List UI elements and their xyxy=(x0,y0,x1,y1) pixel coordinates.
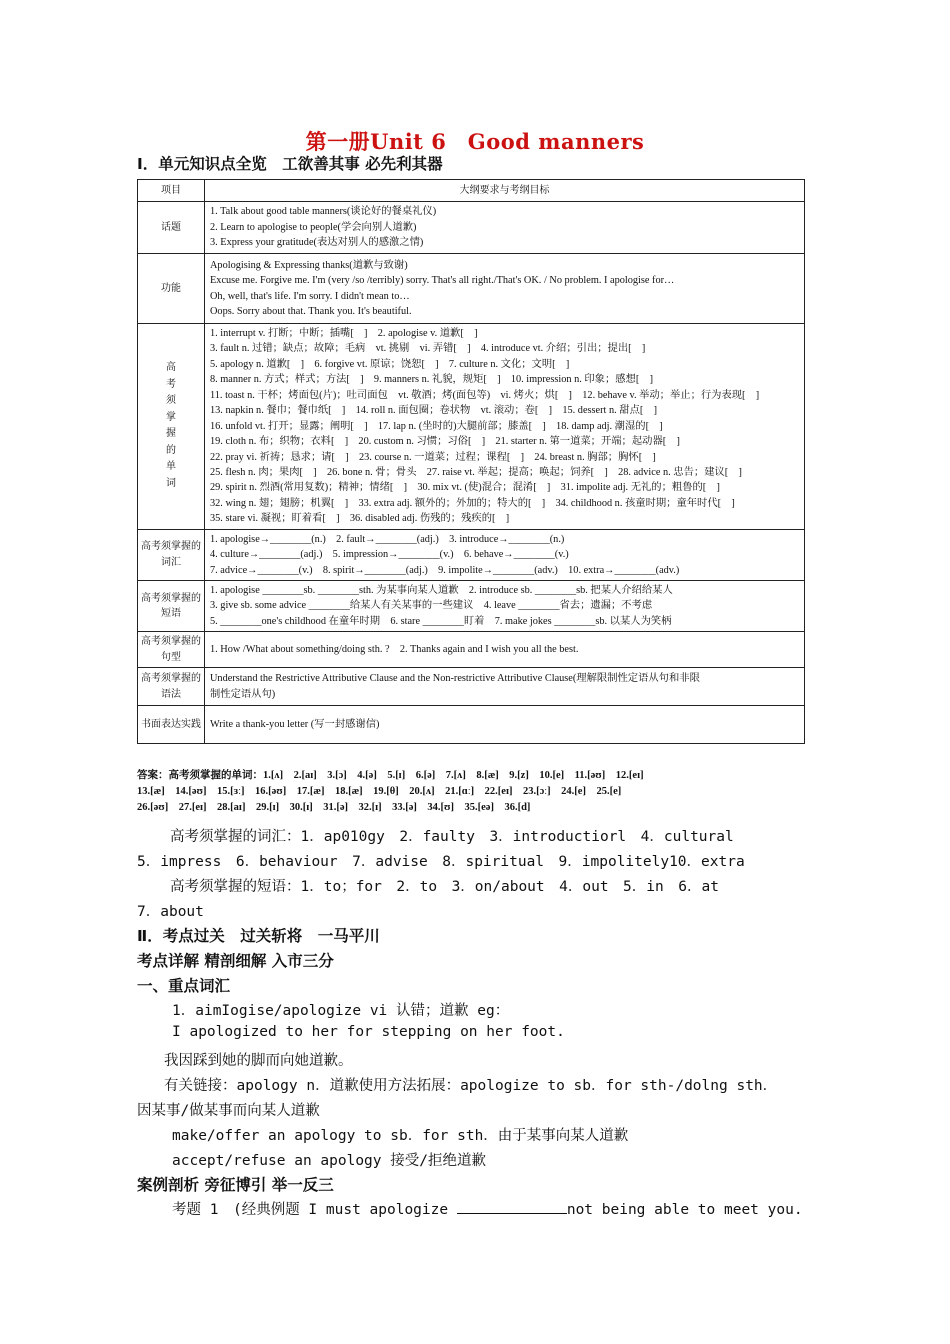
row-label-grammar: 高考须掌握的语法 xyxy=(138,668,205,706)
vertical-label-char: 须 xyxy=(166,395,176,407)
table-line: Apologising & Expressing thanks(道歉与致谢) xyxy=(210,259,408,271)
page-title: 第一册Unit 6 Good manners xyxy=(305,129,645,154)
vertical-label-char: 词 xyxy=(166,477,176,489)
vocab-answer-line: 5．impress 6．behaviour 7．advise 8．spiritual 9．impolitely10．extra xyxy=(137,854,745,870)
question-1 xyxy=(172,1198,803,1219)
table-line: Oh, well, that's life. I'm sorry. I didn't mean to… xyxy=(210,290,410,302)
table-header-target: 大纲要求与考纲目标 xyxy=(205,180,805,202)
example-chinese: 我因踩到她的脚而向她道歉。 xyxy=(164,1053,353,1069)
table-line: Understand the Restrictive Attributive Clause and the Non-restrictive Attributive Clause(理解限制性定语从句和非限 xyxy=(210,673,700,685)
answers-line: 26.[əʊ] 27.[eɪ] 28.[aɪ] 29.[ɪ] 30.[ɪ] 31.[ə] 32.[ɪ] 33.[ə] 34.[ʊ] 35.[eə] 36.[d] xyxy=(137,802,531,813)
case-heading: 案例剖析 旁征博引 举一反三 xyxy=(137,1176,334,1194)
table-row xyxy=(138,706,805,744)
table-line: 8. manner n. 方式；样式；方法[ ] 9. manners n. 礼貌，规矩[ ] 10. impression n. 印象；感想[ ] xyxy=(210,374,654,386)
table-header-item: 项目 xyxy=(138,180,205,202)
phrase-answer-line: 高考须掌握的短语：1．to；for 2．to 3．on/about 4．out 5．in 6．at xyxy=(170,879,719,895)
vertical-label-char: 掌 xyxy=(166,411,176,423)
table-line: 3. Express your gratitude(表达对别人的感激之情) xyxy=(210,237,424,249)
vocab-item-1: 1．aimIogise/apologize vi 认错；道歉 eg： xyxy=(172,1003,510,1019)
row-label-topic: 话题 xyxy=(138,202,205,254)
row-content-vocab xyxy=(205,529,805,580)
table-line: 7. advice→________(v.) 8. spirit→________(adj.) 9. impolite→________(adv.) 10. extra→________(adv.) xyxy=(210,564,680,576)
link-line: 因某事/做某事而向某人道歉 xyxy=(137,1103,320,1119)
link-line: make/offer an apology to sb．for sth．由于某事向某人道歉 xyxy=(172,1128,629,1144)
vocab-answer-line: 高考须掌握的词汇：1．ap010gy 2．faulty 3．introductiorl 4．cultural xyxy=(170,829,734,845)
row-label-function: 功能 xyxy=(138,254,205,324)
table-line: 5. apology n. 道歉[ ] 6. forgive vt. 原谅；饶恕[ ] 7. culture n. 文化；文明[ ] xyxy=(210,358,570,370)
table-line: 1. apologise→________(n.) 2. fault→________(adj.) 3. introduce→________(n.) xyxy=(210,533,565,545)
section-heading-2: Ⅱ．考点过关 过关斩将 一马平川 xyxy=(137,927,380,945)
part-heading: 一、重点词汇 xyxy=(137,977,231,995)
row-label-vocab: 高考须掌握的词汇 xyxy=(138,529,205,580)
answers-line: 答案：高考须掌握的单词：1.[ʌ] 2.[aɪ] 3.[ɔ] 4.[ə] 5.[ɪ] 6.[ə] 7.[ʌ] 8.[æ] 9.[z] 10.[e] 11.[əʊ] 12.[eɪ] xyxy=(137,770,644,781)
row-content-grammar xyxy=(205,668,805,706)
table-line: 3. fault n. 过错；缺点；故障；毛病 vt. 挑剔 vi. 弄错[ ] 4. introduce vt. 介绍；引出；提出[ ] xyxy=(210,343,646,355)
example-english: I apologized to her for stepping on her foot. xyxy=(172,1024,565,1040)
answers-line: 13.[æ] 14.[əʊ] 15.[ɜː] 16.[əʊ] 17.[æ] 18.[æ] 19.[θ] 20.[ʌ] 21.[ɑː] 22.[eɪ] 23.[ɔː] 24.[e] 25.[e] xyxy=(137,786,622,797)
table-line: 4. culture→________(adj.) 5. impression→________(v.) 6. behave→________(v.) xyxy=(210,549,569,561)
table-line: 3. give sb. some advice ________给某人有关某事的一些建议 4. leave ________省去；遗漏；不考虑 xyxy=(210,600,653,612)
table-row xyxy=(138,632,805,668)
knowledge-table xyxy=(137,179,805,744)
table-row xyxy=(138,668,805,706)
row-content-sentence xyxy=(205,632,805,668)
link-line: 有关链接：apology n．道歉使用方法拓展：apologize to sb．for sth-/dolng sth． xyxy=(164,1078,778,1094)
table-row xyxy=(138,581,805,632)
table-line: 2. Learn to apologise to people(学会向别人道歉) xyxy=(210,221,417,233)
section-heading-1: I．单元知识点全览 工欲善其事 必先利其器 xyxy=(137,155,443,173)
table-line: 5. ________one's childhood 在童年时期 6. stare ________盯着 7. make jokes ________sb. 以某人为笑柄 xyxy=(210,615,672,627)
row-label-writing: 书面表达实践 xyxy=(138,706,205,744)
table-row xyxy=(138,202,805,254)
row-label-sentence: 高考须掌握的句型 xyxy=(138,632,205,668)
table-line: 1. interrupt v. 打断；中断；插嘴[ ] 2. apologise v. 道歉[ ] xyxy=(210,328,478,339)
table-line: 16. unfold vt. 打开；显露；阐明[ ] 17. lap n. (坐时的)大腿前部；膝盖[ ] 18. damp adj. 潮湿的[ ] xyxy=(210,420,663,432)
table-line: 1. How /What about something/doing sth. ? 2. Thanks again and I wish you all the best. xyxy=(210,644,579,656)
table-row xyxy=(138,529,805,580)
row-label-phrases: 高考须掌握的短语 xyxy=(138,581,205,632)
vertical-label-char: 高 xyxy=(166,362,176,374)
table-line: 35. stare vi. 凝视；盯着看[ ] 36. disabled adj. 伤残的；残疾的[ ] xyxy=(210,513,510,525)
table-line: 1. apologise ________sb. ________sth. 为某事向某人道歉 2. introduce sb. ________sb. 把某人介绍给某人 xyxy=(210,585,673,596)
table-row xyxy=(138,324,805,530)
vertical-label-char: 握 xyxy=(166,428,176,440)
row-content-phrases xyxy=(205,581,805,632)
row-content-function xyxy=(205,254,805,324)
sub-heading: 考点详解 精剖细解 入市三分 xyxy=(137,952,334,970)
question-1-prefix: 考题 1 (经典例题 I must apologize xyxy=(172,1202,449,1218)
table-line: 13. napkin n. 餐巾；餐巾纸[ ] 14. roll n. 面包圈；卷状物 vt. 滚动；卷[ ] 15. dessert n. 甜点[ ] xyxy=(210,405,658,417)
table-line: 22. pray vi. 祈祷；恳求；请[ ] 23. course n. 一道菜；过程；课程[ ] 24. breast n. 胸部；胸怀[ ] xyxy=(210,451,656,463)
table-line: 11. toast n. 干杯；烤面包(片)；吐司面包 vt. 敬酒；烤(面包等) vi. 烤火；烘[ ] 12. behave v. 举动；举止；行为表现[ ] xyxy=(210,389,760,401)
row-content-topic xyxy=(205,202,805,254)
phrase-answer-line: 7．about xyxy=(137,904,204,920)
table-line: Write a thank-you letter (写一封感谢信) xyxy=(210,719,380,731)
row-content-writing xyxy=(205,706,805,744)
table-line: 19. cloth n. 布；织物；衣料[ ] 20. custom n. 习惯；习俗[ ] 21. starter n. 第一道菜；开端；起动器[ ] xyxy=(210,436,680,448)
table-line: Oops. Sorry about that. Thank you. It's beautiful. xyxy=(210,305,412,317)
answer-blank xyxy=(457,1200,567,1214)
question-1-suffix: not being able to meet you. xyxy=(566,1202,803,1218)
table-header-row xyxy=(138,180,805,202)
table-row xyxy=(138,254,805,324)
vertical-label-char: 单 xyxy=(166,461,176,473)
table-line: Excuse me. Forgive me. I'm (very /so /terribly) sorry. That's all right./That's OK. / No problem. I apologise for… xyxy=(210,275,675,287)
answers-block xyxy=(137,768,807,816)
vertical-label-char: 考 xyxy=(166,378,176,390)
table-line: 29. spirit n. 烈酒(常用复数)；精神；情绪[ ] 30. mix vt. (使)混合；混淆[ ] 31. impolite adj. 无礼的；粗鲁的[ ] xyxy=(210,482,720,494)
vertical-label-char: 的 xyxy=(166,444,176,456)
link-line: accept/refuse an apology 接受/拒绝道歉 xyxy=(172,1153,486,1169)
table-line: 25. flesh n. 肉；果肉[ ] 26. bone n. 骨；骨头 27. raise vt. 举起；提高；唤起；饲养[ ] 28. advice n. 忠告；建议[ ] xyxy=(210,466,742,478)
table-line: 32. wing n. 翅；翅膀；机翼[ ] 33. extra adj. 额外的；外加的；特大的[ ] 34. childhood n. 孩童时期；童年时代[ ] xyxy=(210,497,735,509)
row-content-words xyxy=(205,324,805,530)
table-line: 制性定语从句) xyxy=(210,688,276,700)
row-label-words xyxy=(138,324,205,530)
table-line: 1. Talk about good table manners(谈论好的餐桌礼仪) xyxy=(210,206,437,218)
vertical-label xyxy=(140,360,202,492)
